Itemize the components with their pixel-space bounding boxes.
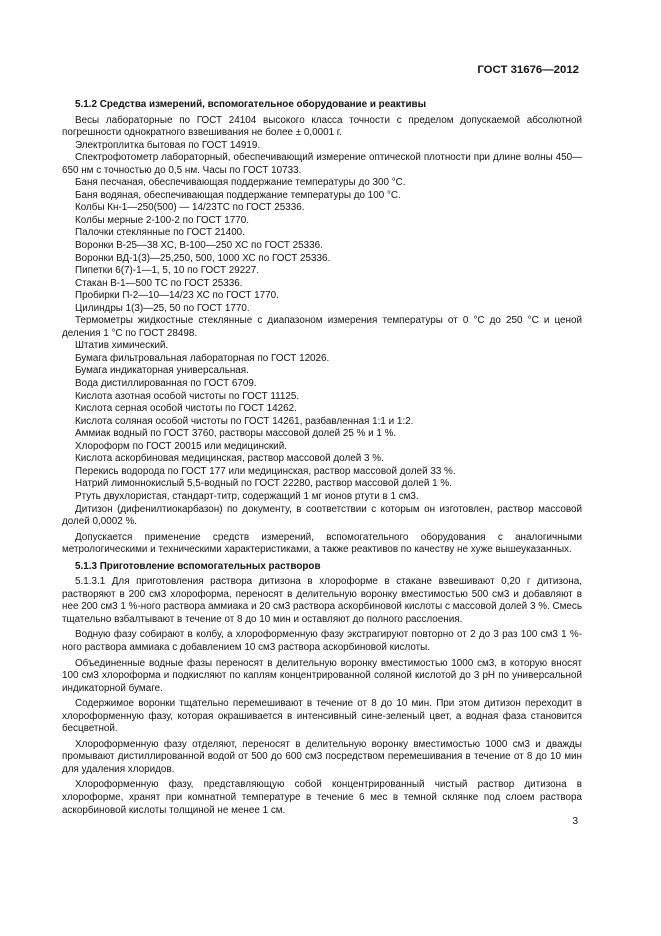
procedure-paragraph: Содержимое воронки тщательно перемешивают в течение от 8 до 10 мин. При этом дитизон переходит в хлороформенную фазу, которая окрашивается в интенсивный сине-зеленый цвет, а водная фаза становится бесцветной.: [62, 698, 582, 735]
equipment-item: Стакан В-1—500 ТС по ГОСТ 25336.: [75, 277, 243, 289]
reagent-item: Кислота азотная особой чистоты по ГОСТ 11125.: [75, 390, 300, 402]
reagent-item: Хлороформ по ГОСТ 20015 или медицинский.: [75, 440, 287, 452]
equipment-item: Электроплитка бытовая по ГОСТ 14919.: [75, 139, 261, 151]
reagent-item: Вода дистиллированная по ГОСТ 6709.: [75, 378, 257, 390]
equipment-item: Воронки ВД-1(3)—25,250, 500, 1000 ХС по ГОСТ 25336.: [75, 252, 331, 264]
reagent-item: Аммиак водный по ГОСТ 3760, растворы массовой долей 25 % и 1 %.: [75, 428, 397, 440]
reagent-item: Натрий лимоннокислый 5,5-водный по ГОСТ 22280, раствор массовой долей 1 %.: [75, 478, 452, 490]
reagent-item: Бумага фильтровальная лабораторная по ГОСТ 12026.: [75, 352, 330, 364]
equipment-item: Весы лабораторные по ГОСТ 24104 высокого класса точности с пределом допускаемой абсолютной погрешности однократного взвешивания не более ± 0,0001 г.: [62, 114, 582, 139]
section-heading-5-1-3: 5.1.3 Приготовление вспомогательных растворов: [75, 560, 321, 572]
equipment-item: Пипетки 6(7)-1—1, 5, 10 по ГОСТ 29227.: [75, 265, 259, 277]
equipment-item: Колбы Кн-1—250(500) — 14/23ТС по ГОСТ 25336.: [75, 202, 305, 214]
equipment-item: Баня песчаная, обеспечивающая поддержание температуры до 300 °С.: [75, 177, 406, 189]
equipment-item: Спектрофотометр лабораторный, обеспечивающий измерение оптической плотности при длине волны 450—650 нм с точностью до 0,5 нм. Часы по ГОСТ 10733.: [62, 152, 582, 176]
equipment-item: Колбы мерные 2-100-2 по ГОСТ 1770.: [75, 214, 249, 226]
page-content: [62, 95, 582, 817]
equipment-item: Палочки стеклянные по ГОСТ 21400.: [75, 227, 245, 239]
reagent-item: Кислота серная особой чистоты по ГОСТ 14262.: [75, 403, 297, 415]
reagent-item: Дитизон (дифенилтиокарбазон) по документу, в соответствии с которым он изготовлен, раствор массовой долей 0,0002 %.: [62, 503, 582, 528]
section-heading-5-1-2: 5.1.2 Средства измерений, вспомогательное оборудование и реактивы: [75, 99, 427, 110]
equipment-item: Термометры жидкостные стеклянные с диапазоном измерения температуры от 0 °С до 250 °С и ценой деления 1 °С по ГОСТ 28498.: [62, 315, 582, 339]
page-number: 3: [572, 816, 578, 827]
equipment-item: Цилиндры 1(3)—25, 50 по ГОСТ 1770.: [75, 302, 250, 314]
reagent-item: Кислота аскорбиновая медицинская, раствор массовой долей 3 %.: [75, 453, 384, 465]
procedure-paragraph: Объединенные водные фазы переносят в делительную воронку вместимостью 1000 см3, в которую вносят 100 см3 хлороформа и подкисляют по каплям концентрированной соляной кислотой до 3 рН по универсальной индикаторной бумаге.: [62, 657, 582, 694]
substitution-note: Допускается применение средств измерений, вспомогательного оборудования с аналогичными метрологическими и техническими характеристиками, а также реактивов по качеству не хуже вышеуказанных.: [62, 531, 582, 556]
procedure-paragraph: Водную фазу собирают в колбу, а хлороформенную фазу экстрагируют повторно от 2 до 3 раз 100 см3 1 %-ного раствора аммиака с добавлением 10 см3 раствора аскорбиновой кислоты.: [62, 629, 582, 653]
reagent-item: Кислота соляная особой чистоты по ГОСТ 14261, разбавленная 1:1 и 1:2.: [75, 415, 414, 427]
procedure-paragraph: Хлороформенную фазу, представляющую собой концентрированный чистый раствор дитизона в хлороформе, хранят при комнатной температуре в течение 6 мес в темной склянке под слоем раствора аскорбиновой кислоты толщиной не менее 1 см.: [62, 779, 582, 816]
standard-header: ГОСТ 31676—2012: [477, 64, 579, 76]
procedure-paragraph: 5.1.3.1 Для приготовления раствора дитизона в хлороформе в стакане взвешивают 0,20 г дитизона, растворяют в 200 см3 хлороформа, переносят в делительную воронку вместимостью 500 см3 и добавляют в нее 200 см3 1 %-ного раствора аммиака и 20 см3 раствора аскорбиновой кислоты с массовой долей 3 %. Смесь тщательно взбалтывают в течение от 8 до 10 мин и оставляют до полного расслоения.: [62, 576, 582, 625]
equipment-item: Баня водяная, обеспечивающая поддержание температуры до 100 °С.: [75, 189, 401, 201]
reagent-item: Перекись водорода по ГОСТ 177 или медицинская, раствор массовой долей 33 %.: [75, 465, 456, 477]
reagent-item: Ртуть двухлористая, стандарт-титр, содержащий 1 мг ионов ртути в 1 см3.: [75, 490, 419, 502]
equipment-item: Штатив химический.: [75, 340, 169, 352]
procedure-paragraph: Хлороформенную фазу отделяют, переносят в делительную воронку вместимостью 1000 см3 и дважды промывают дистиллированной водой от 500 до 600 см3 посредством перемешивания в течение от 8 до 10 мин для удаления хлоридов.: [62, 738, 582, 775]
reagent-item: Бумага индикаторная универсальная.: [75, 365, 249, 377]
equipment-item: Воронки В-25—38 ХС, В-100—250 ХС по ГОСТ 25336.: [75, 240, 323, 252]
equipment-item: Пробирки П-2—10—14/23 ХС по ГОСТ 1770.: [75, 290, 279, 302]
